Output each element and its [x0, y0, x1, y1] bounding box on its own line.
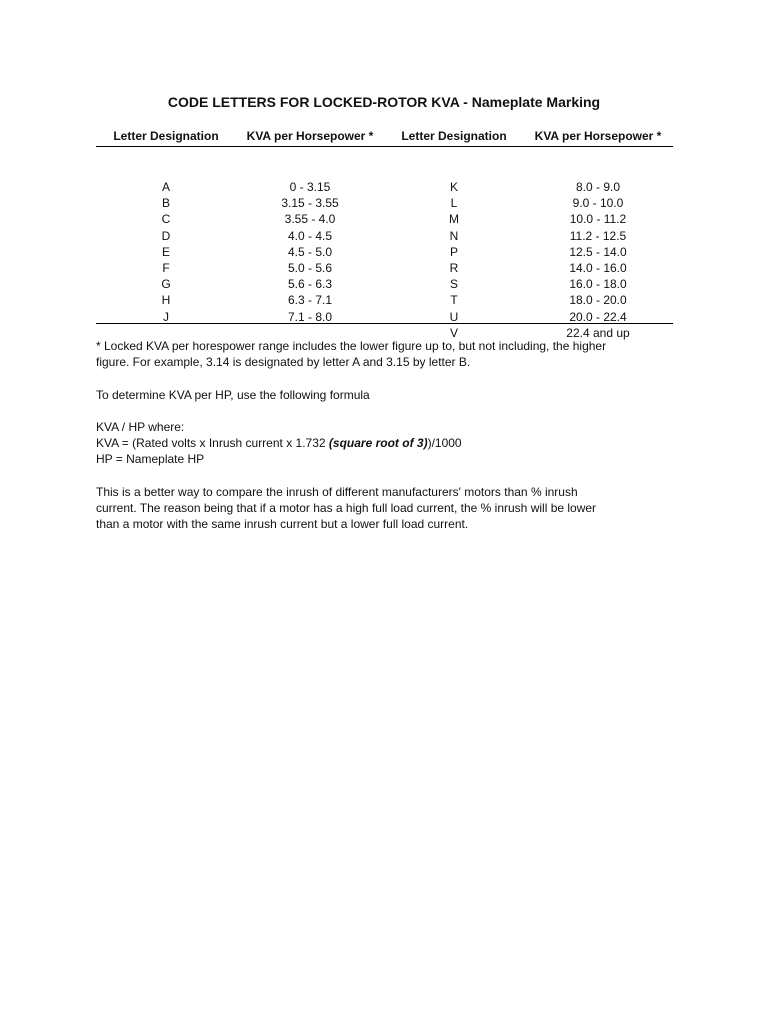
right-letters-column	[449, 179, 464, 341]
formula-line-kva-hp: KVA / HP where:	[96, 420, 185, 434]
letter-designation-cell: N	[449, 228, 459, 243]
letter-designation-cell: H	[161, 293, 171, 308]
letter-designation-cell: T	[450, 293, 458, 308]
conclusion-paragraph	[96, 484, 676, 533]
right-ranges-column	[566, 179, 661, 341]
conclusion-line: This is a better way to compare the inrush of different manufacturers' motors than % inrush	[96, 485, 578, 499]
footnote-paragraph	[96, 338, 676, 370]
kva-range-cell: 20.0 - 22.4	[569, 309, 627, 324]
kva-range-cell: 9.0 - 10.0	[572, 196, 624, 211]
formula-intro-line: To determine KVA per HP, use the following formula	[96, 388, 370, 402]
letter-designation-cell: U	[449, 309, 459, 324]
header-kva-per-hp-left: KVA per Horsepower *	[246, 129, 374, 143]
kva-range-cell: 4.0 - 4.5	[287, 228, 333, 243]
letter-designation-cell: J	[163, 309, 169, 324]
letter-designation-cell: C	[161, 212, 171, 227]
kva-range-cell: 22.4 and up	[566, 325, 630, 340]
letter-designation-cell: E	[161, 244, 170, 259]
letter-designation-cell: L	[450, 196, 458, 211]
kva-range-cell: 14.0 - 16.0	[569, 260, 627, 275]
header-letter-designation-left: Letter Designation	[113, 129, 219, 143]
kva-range-cell: 10.0 - 11.2	[569, 212, 627, 227]
kva-range-cell: 3.15 - 3.55	[281, 196, 339, 211]
page-title: CODE LETTERS FOR LOCKED-ROTOR KVA - Nameplate Marking	[167, 94, 601, 110]
letter-designation-cell: K	[449, 180, 458, 194]
header-kva-per-hp-right: KVA per Horsepower *	[534, 129, 662, 143]
letter-designation-cell: G	[161, 277, 171, 292]
kva-range-cell: 5.6 - 6.3	[287, 277, 333, 292]
kva-range-cell: 16.0 - 18.0	[569, 277, 627, 292]
letter-designation-cell: R	[449, 260, 459, 275]
footnote-line: figure. For example, 3.14 is designated by letter A and 3.15 by letter B.	[96, 355, 471, 370]
letter-designation-cell: M	[449, 212, 459, 227]
kva-range-cell: 11.2 - 12.5	[569, 228, 627, 243]
code-letter-table	[96, 128, 673, 340]
formula-kva-suffix: )/1000	[427, 436, 462, 451]
kva-range-cell: 0 - 3.15	[289, 180, 331, 194]
letter-designation-cell: F	[162, 260, 170, 275]
footnote-line: * Locked KVA per horespower range includes the lower figure up to, but not including, the higher	[96, 339, 607, 353]
kva-range-cell: 6.3 - 7.1	[287, 293, 333, 308]
conclusion-line: than a motor with the same inrush current but a lower full load current.	[96, 517, 469, 532]
kva-range-cell: 3.55 - 4.0	[284, 212, 336, 227]
table-header-row	[96, 128, 673, 147]
header-letter-designation-right: Letter Designation	[401, 129, 507, 143]
formula-line-hp: HP = Nameplate HP	[96, 452, 205, 467]
kva-range-cell: 5.0 - 5.6	[287, 260, 333, 275]
kva-range-cell: 18.0 - 20.0	[569, 293, 627, 308]
letter-designation-cell: A	[161, 180, 170, 194]
letter-designation-cell: P	[449, 244, 458, 259]
letter-designation-cell: V	[449, 325, 458, 340]
letter-designation-cell: B	[161, 196, 170, 211]
formula-block	[96, 419, 676, 468]
formula-line-kva	[96, 435, 676, 451]
letter-designation-cell: S	[449, 277, 458, 292]
left-letters-column	[161, 179, 175, 325]
kva-range-cell: 12.5 - 14.0	[569, 244, 627, 259]
left-ranges-column	[281, 179, 367, 325]
conclusion-line: current. The reason being that if a motor has a high full load current, the % inrush will be lower	[96, 501, 597, 516]
kva-range-cell: 4.5 - 5.0	[287, 244, 333, 259]
formula-kva-emphasis: (square root of 3)	[328, 436, 428, 451]
formula-kva-prefix: KVA = (Rated volts x Inrush current x 1.732	[96, 436, 329, 451]
kva-range-cell: 8.0 - 9.0	[575, 180, 621, 194]
table-body	[96, 147, 673, 340]
formula-intro	[96, 387, 676, 403]
kva-range-cell: 7.1 - 8.0	[287, 309, 333, 324]
letter-designation-cell: D	[161, 228, 171, 243]
